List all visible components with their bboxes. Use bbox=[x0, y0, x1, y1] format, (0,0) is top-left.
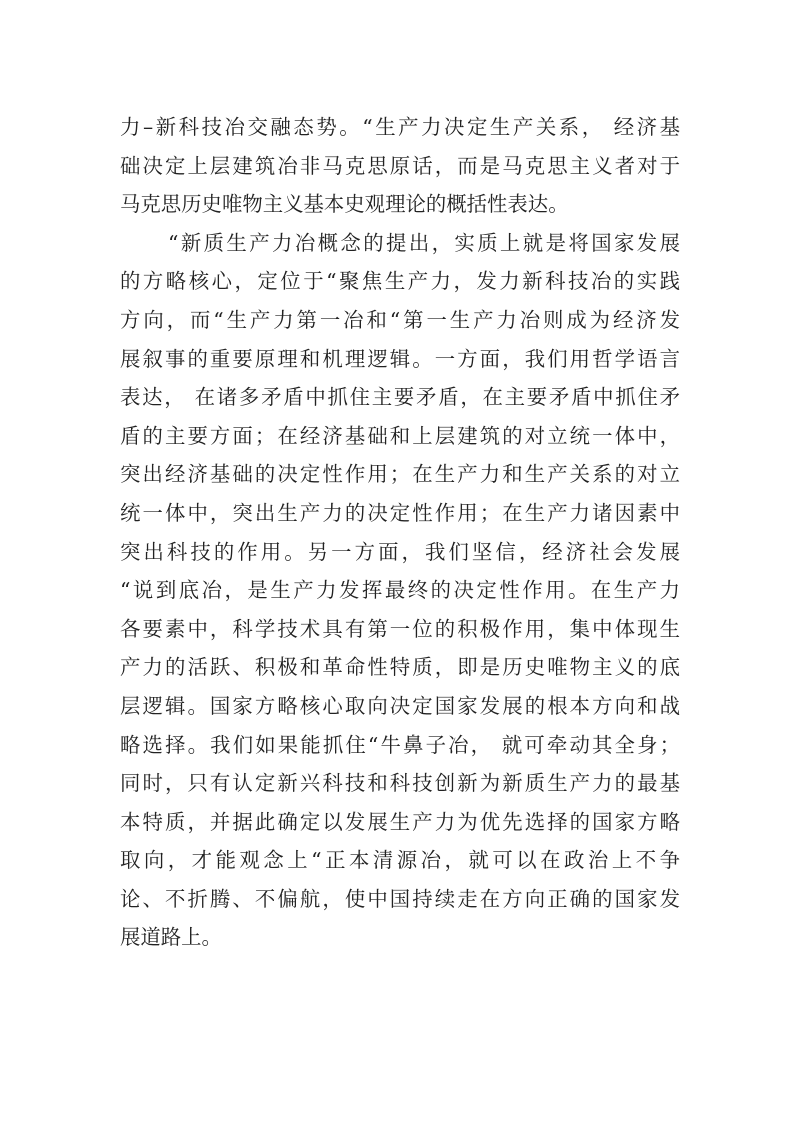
text-line: 力–新科技冶交融态势。“生产力决定生产关系， 经济基 bbox=[120, 115, 680, 139]
text-line: 方向，而“生产力第一冶和“第一生产力冶则成为经济发 bbox=[120, 307, 680, 332]
text-line: 表达， 在诸多矛盾中抓住主要矛盾，在主要矛盾中抓住矛 bbox=[120, 385, 680, 410]
text-line: “说到底冶，是生产力发挥最终的决定性作用。在生产力 bbox=[120, 578, 680, 603]
text-line: 突出经济基础的决定性作用；在生产力和生产关系的对立 bbox=[120, 462, 680, 487]
text-line: 取向，才能观念上“正本清源冶，就可以在政治上不争 bbox=[120, 848, 680, 873]
text-line: 产力的活跃、积极和革命性特质，即是历史唯物主义的底 bbox=[120, 655, 680, 680]
text-line: 本特质，并据此确定以发展生产力为优先选择的国家方略 bbox=[120, 809, 680, 834]
text-line: 论、不折腾、不偏航，使中国持续走在方向正确的国家发 bbox=[120, 886, 680, 911]
text-line: 各要素中，科学技术具有第一位的积极作用，集中体现生 bbox=[120, 616, 680, 641]
text-line: 础决定上层建筑冶非马克思原话，而是马克思主义者对于 bbox=[120, 153, 680, 178]
paragraph-1 bbox=[120, 108, 680, 224]
text-line: 展道路上。 bbox=[120, 925, 222, 950]
paragraph-2 bbox=[120, 224, 680, 957]
text-line: 展叙事的重要原理和机理逻辑。一方面，我们用哲学语言 bbox=[120, 346, 680, 371]
text-line: “新质生产力冶概念的提出，实质上就是将国家发展 bbox=[168, 230, 680, 255]
text-line: 同时，只有认定新兴科技和科技创新为新质生产力的最基 bbox=[120, 771, 680, 796]
document-page bbox=[120, 108, 680, 957]
text-line: 的方略核心，定位于“聚焦生产力，发力新科技冶的实践 bbox=[120, 269, 680, 294]
text-line: 层逻辑。国家方略核心取向决定国家发展的根本方向和战 bbox=[120, 693, 680, 718]
text-line: 马克思历史唯物主义基本史观理论的概括性表达。 bbox=[120, 192, 569, 217]
text-line: 略选择。我们如果能抓住“牛鼻子冶， 就可牵动其全身； bbox=[120, 732, 680, 757]
text-line: 统一体中，突出生产力的决定性作用；在生产力诸因素中 bbox=[120, 500, 680, 525]
text-line: 盾的主要方面；在经济基础和上层建筑的对立统一体中， bbox=[120, 423, 680, 448]
text-line: 突出科技的作用。另一方面，我们坚信，经济社会发展 bbox=[120, 539, 680, 564]
